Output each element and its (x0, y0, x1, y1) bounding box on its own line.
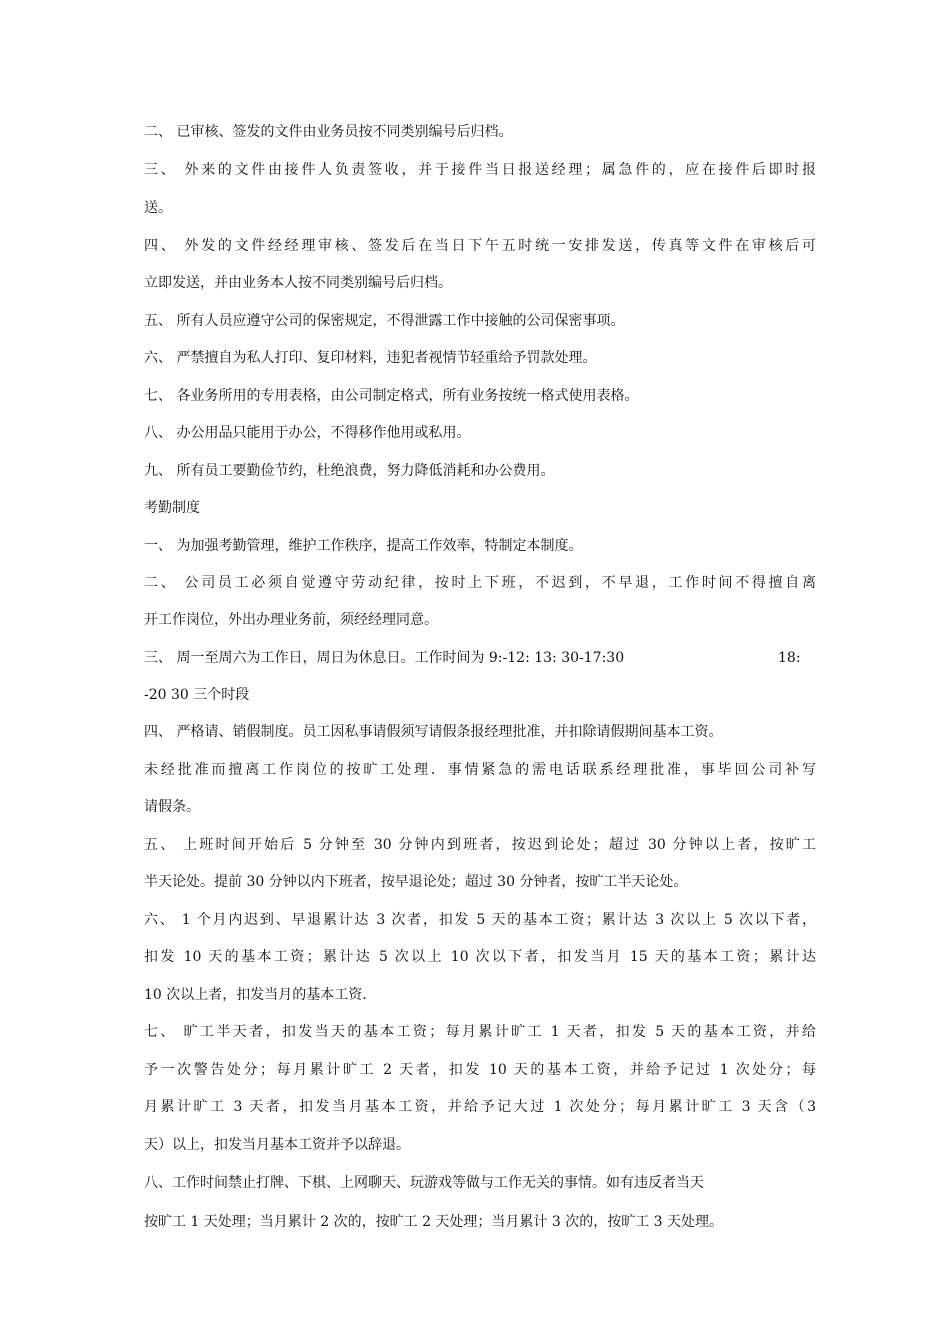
text-line: 天）以上，扣发当月基本工资并予以辞退。 (144, 1137, 410, 1153)
text-line: -20 30 三个时段 (144, 687, 250, 703)
text-line: 月累计旷工 3 天者，扣发当月基本工资，并给予记大过 1 次处分；每月累计旷工 3 天含（3 (144, 1099, 816, 1115)
text-line: 未经批准而擅离工作岗位的按旷工处理．事情紧急的需电话联系经理批准，事毕回公司补写 (144, 762, 816, 778)
text-line: 八、 办公用品只能用于办公，不得移作他用或私用。 (144, 425, 471, 441)
text-line: 六、 严禁擅自为私人打印、复印材料，违犯者视情节轻重给予罚款处理。 (144, 350, 597, 366)
text-line: 七、 各业务所用的专用表格，由公司制定格式，所有业务按统一格式使用表格。 (144, 388, 639, 404)
text-fragment: 18: (778, 650, 801, 666)
text-line: 九、 所有员工要勤俭节约，杜绝浪费，努力降低消耗和办公费用。 (144, 463, 555, 479)
text-line: 予一次警告处分；每月累计旷工 2 天者，扣发 10 天的基本工资，并给予记过 1 次处分；每 (144, 1062, 816, 1078)
text-line: 三、 外来的文件由接件人负责签收，并于接件当日报送经理；属急件的，应在接件后即时报 (144, 162, 816, 178)
text-line: 半天论处。提前 30 分钟以内下班者，按早退论处；超过 30 分钟者，按旷工半天论处。 (144, 874, 688, 890)
text-line: 六、 1 个月内迟到、早退累计达 3 次者，扣发 5 天的基本工资；累计达 3 次以上 5 次以下者， (144, 912, 816, 928)
text-line: 五、 所有人员应遵守公司的保密规定，不得泄露工作中接触的公司保密事项。 (144, 313, 625, 329)
text-line: 10 次以上者，扣发当月的基本工资. (144, 987, 367, 1003)
text-line: 按旷工 1 天处理；当月累计 2 次的，按旷工 2 天处理；当月累计 3 次的，按旷工 3 天处理。 (144, 1214, 724, 1230)
text-line: 四、 外发的文件经经理审核、签发后在当日下午五时统一安排发送，传真等文件在审核后可 (144, 238, 816, 254)
text-line: 一、 为加强考勤管理，维护工作秩序，提高工作效率，特制定本制度。 (144, 538, 583, 554)
text-line: 二、 公司员工必须自觉遵守劳动纪律，按时上下班，不迟到，不早退，工作时间不得擅自离 (144, 575, 816, 591)
text-line: 七、 旷工半天者，扣发当天的基本工资；每月累计旷工 1 天者，扣发 5 天的基本工资，并给 (144, 1024, 816, 1040)
text-line: 扣发 10 天的基本工资；累计达 5 次以上 10 次以下者，扣发当月 15 天的基本工资；累计达 (144, 949, 816, 965)
text-line: 立即发送，并由业务本人按不同类别编号后归档。 (144, 275, 452, 291)
text-line: 送。 (144, 200, 172, 216)
text-line: 二、 已审核、签发的文件由业务员按不同类别编号后归档。 (144, 124, 513, 140)
section-heading: 考勤制度 (144, 500, 200, 516)
text-line: 八、工作时间禁止打牌、下棋、上网聊天、玩游戏等做与工作无关的事情。如有违反者当天 (144, 1175, 704, 1191)
text-line: 五、 上班时间开始后 5 分钟至 30 分钟内到班者，按迟到论处；超过 30 分钟以上者，按旷工 (144, 837, 816, 853)
text-line: 四、 严格请、销假制度。员工因私事请假须写请假条报经理批准，并扣除请假期间基本工资。 (144, 724, 723, 740)
text-line: 三、 周一至周六为工作日，周日为休息日。工作时间为 9:-12: 13: 30-17:30 (144, 650, 625, 666)
text-line: 开工作岗位，外出办理业务前，须经经理同意。 (144, 612, 438, 628)
text-line: 请假条。 (144, 799, 200, 815)
